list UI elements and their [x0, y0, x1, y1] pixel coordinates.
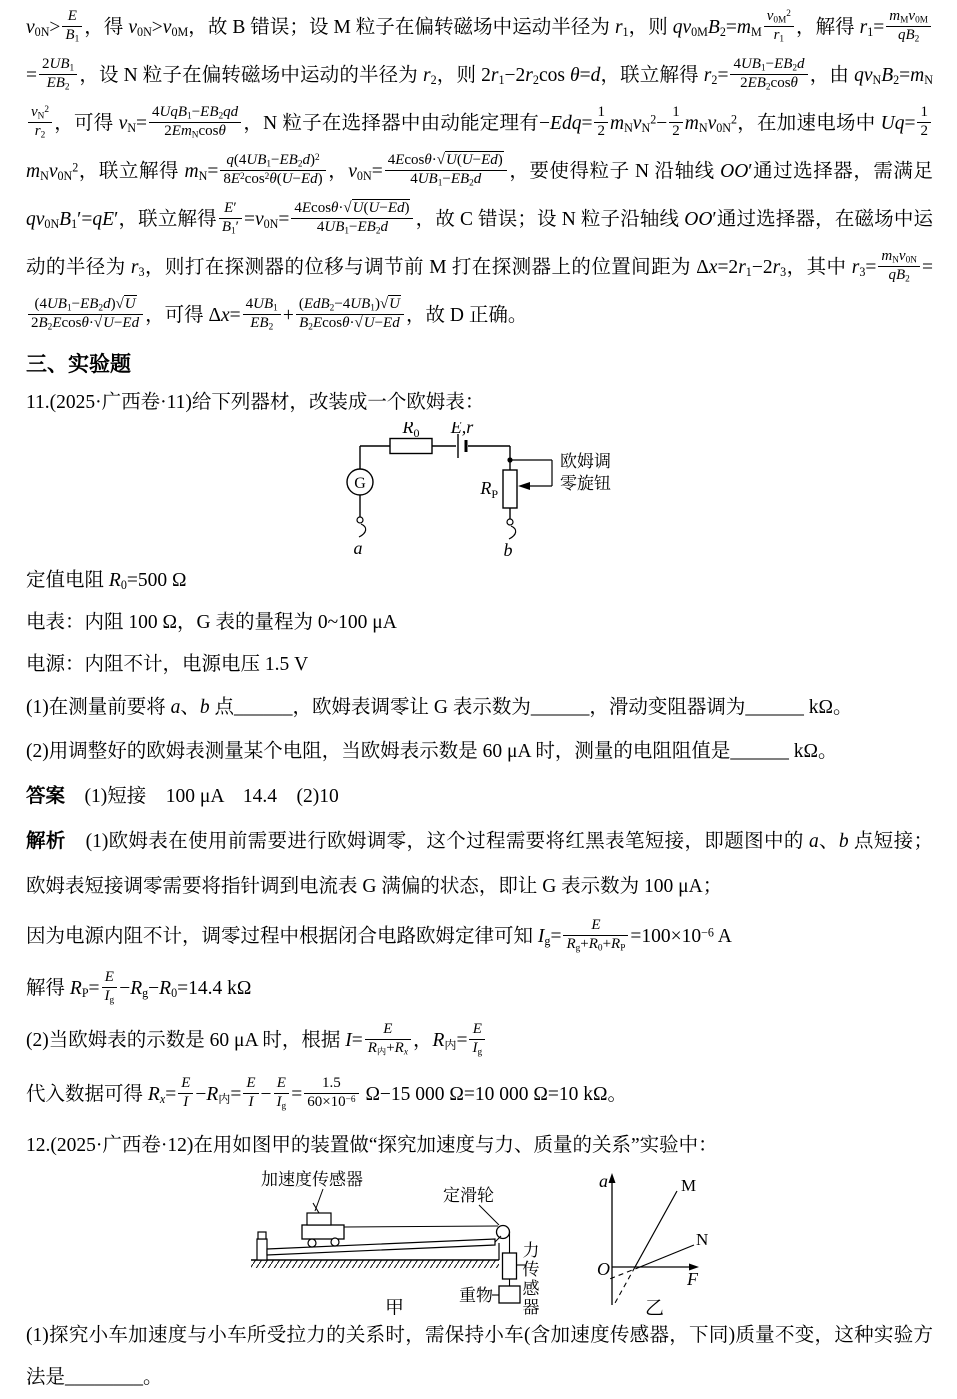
- wiper-arrow-head: [518, 482, 530, 490]
- analysis-formula-ig: 因为电源内阻不计，调零过程中根据闭合电路欧姆定律可知 $I_g=$ $\frac{E}{R_g+R_0+R_P}$ $=100\times 10^{-6}$ A: [26, 917, 732, 954]
- experiment-apparatus-and-graph: [247, 1165, 712, 1315]
- y-axis-label: a: [599, 1171, 608, 1191]
- weight: [499, 1286, 520, 1303]
- track-end-stop: [257, 1239, 267, 1260]
- analysis-formula-rp: 解得 $R_P=$ $\frac{E}{I_g}$ $-R_g-R_0=14.4$ kΩ: [26, 969, 252, 1006]
- resistor-r0-symbol: [390, 439, 432, 454]
- r0-label: $R_0$: [402, 422, 419, 440]
- cart-wheel: [308, 1239, 316, 1247]
- track-end-stop-cap: [258, 1232, 266, 1239]
- rheostat-rp-symbol: [503, 470, 517, 508]
- pulley: [497, 1226, 510, 1239]
- terminal-a: [357, 517, 363, 523]
- line-n: [640, 1245, 694, 1267]
- section-heading-experiments: 三、实验题: [26, 353, 131, 376]
- circuit-figure: [26, 422, 933, 560]
- analysis-formula-part2: (2)当欧姆表的示数是 60 μA 时，根据 I= $\frac{E}{R_内+R_x}$ ，$R_内=$ $\frac{E}{I_g}$: [26, 1013, 933, 1069]
- solution-paragraph-choice-question: $v_{0N}>$ $\frac{E}{B_1}$ ，得 $v_{0N}>v_{0M}$，故 B 错误；设 M 粒子在偏转磁场中运动半径为 $r_1$，则 $qv_{0M}B_2=m_M$ $\frac{v_{0M}^2}{r_1}$ ，解得 $r_1=$ $\frac{m_Mv_{0M}}{qB_2}$ = $\frac{2UB_1}{EB_2}$ ，设 N 粒子在偏转磁场中运动的半径为 $r_2$，则 $2r_1-2r_2\cos$ θ=d，联立解得 $r_2=$ $\frac{4UB_1-EB_2d}{2EB_2\cos\theta}$ ，由 $qv_NB_2=m_N$ $\frac{v_N^2}{r_2}$ ，可得 $v_N=$ $\frac{4UqB_1-EB_2qd}{2Em_N\cos\theta}$ ，N 粒子在选择器中由动能定理有−Edq= $\frac{1}{2}$ $m_Nv_N^2-$ $\frac{1}{2}$ $m_Nv_{0N}^2$，在加速电场中 Uq= $\frac{1}{2}$ $m_Nv_{0N}^2$，联立解得 $m_N=$ $\frac{q(4UB_1-EB_2d)^2}{8E^2\cos^2\theta(U-Ed)}$ ，$v_{0N}=$ $\frac{4Ecos\theta\cdot√U(U-Ed)}{4UB_1-EB_2d}$ ，要使得粒子 N 沿轴线 OO′通过选择器，需满足 $qv_{0N}B_1'=qE'$，联立解得 $\frac{E'}{B_1'}$ $=v_{0N}=$ $\frac{4Ecos\theta\cdot√U(U-Ed)}{4UB_1-EB_2d}$ ，故 C 错误；设 N 粒子沿轴线 OO′通过选择器，在磁场中运动的半径为 $r_3$，则打在探测器的位移与调节前 M 打在探测器上的位置间距为 $\Delta x=2r_1-2r_3$，其中 $r_3=$ $\frac{m_Nv_{0N}}{qB_2}$ = $\frac{(4UB_1-EB_2d)√U}{2B_2Ecos\theta\cdot√U-Ed}$ ，可得 Δx= $\frac{4UB_1}{EB_2}$ + $\frac{(EdB_2-4UB_1)√U}{B_2Ecos\theta\cdot√U-Ed}$ ，故 D 正确。: [26, 8, 933, 333]
- battery-label: E,r: [450, 422, 473, 437]
- answer-line: 答案 (1)短接 100 μA 14.4 (2)10: [26, 785, 339, 807]
- given-meter-line: 电表：内阻 100 Ω，G 表的量程为 0~100 μA: [26, 612, 397, 633]
- line-m-label: M: [681, 1176, 697, 1195]
- origin-label: O: [597, 1259, 610, 1279]
- label-leader-line: [315, 1189, 323, 1211]
- line-m: [635, 1191, 677, 1267]
- force-sensor-label: 力传感器: [519, 1241, 539, 1315]
- ground-hatching: [251, 1260, 499, 1268]
- figure-jia-label: 甲: [385, 1298, 405, 1315]
- given-source-line: 电源：内阻不计，电源电压 1.5 V: [26, 654, 309, 675]
- force-sensor: [503, 1253, 517, 1279]
- cart: [302, 1225, 344, 1239]
- question-11-blank-2: (2)用调整好的欧姆表测量某个电阻，当欧姆表示数是 60 μA 时，测量的电阻阻值是______ kΩ。: [26, 741, 838, 762]
- given-resistor-line: 定值电阻 $R_0=500$ Ω: [26, 570, 187, 593]
- experiment-figure: [26, 1165, 933, 1315]
- cart-wheel: [331, 1238, 339, 1246]
- figure-yi-label: 乙: [645, 1298, 665, 1315]
- x-axis-label: F: [687, 1269, 698, 1289]
- question-12-blank-1: (1)探究小车加速度与小车所受拉力的关系时，需保持小车(含加速度传感器，下同)质量不变，这种实验方法是________。: [26, 1325, 933, 1388]
- label-leader-line: [479, 1205, 499, 1225]
- y-axis-arrow: [609, 1173, 616, 1183]
- string: [344, 1226, 498, 1227]
- ohmmeter-circuit-diagram: [310, 422, 650, 560]
- terminal-b-label: b: [503, 540, 512, 560]
- weight-label: 重物: [459, 1286, 493, 1305]
- question-12-intro: 12.(2025·广西卷·12)在用如图甲的装置做“探究加速度与力、质量的关系”实验中：: [26, 1135, 718, 1156]
- analysis-formula-rx: 代入数据可得 $R_x=$ $\frac{E}{I}$ $-R_内=$ $\frac{E}{I}$ − $\frac{E}{I_g}$ = $\frac{1.5}{60\times 10^{-6}}$ Ω−15 000 Ω=10 000 Ω=10 kΩ。: [26, 1075, 628, 1112]
- question-11-intro: 11.(2025·广西卷·11)给下列器材，改装成一个欧姆表：: [26, 392, 485, 413]
- acceleration-sensor: [307, 1213, 331, 1225]
- terminal-a-lead: [359, 524, 366, 537]
- terminal-a-label: a: [353, 538, 362, 558]
- question-11-blank-1: (1)在测量前要将 a、b 点______，欧姆表调零让 G 表示数为______，滑动变阻器调为______ kΩ。: [26, 697, 853, 718]
- knob-label-line2: 零旋钮: [559, 474, 611, 493]
- line-m-dashed-extension: [615, 1267, 635, 1303]
- acceleration-sensor-label: 加速度传感器: [261, 1170, 363, 1189]
- rp-label: $R_P$: [479, 478, 498, 501]
- knob-label-line1: 欧姆调: [559, 452, 611, 471]
- terminal-b: [507, 519, 513, 525]
- galvanometer-label: G: [353, 475, 366, 492]
- terminal-b-lead: [509, 526, 516, 539]
- track-board: [267, 1239, 495, 1255]
- analysis-paragraph-1: 解析 (1)欧姆表在使用前需要进行欧姆调零，这个过程需要将红黑表笔短接，即题图中的 a、b 点短接；欧姆表短接调零需要将指针调到电流表 G 满偏的状态，即让 G 表示数为 100 μA；: [26, 830, 933, 897]
- pulley-label: 定滑轮: [443, 1186, 494, 1205]
- line-n-label: N: [696, 1230, 709, 1249]
